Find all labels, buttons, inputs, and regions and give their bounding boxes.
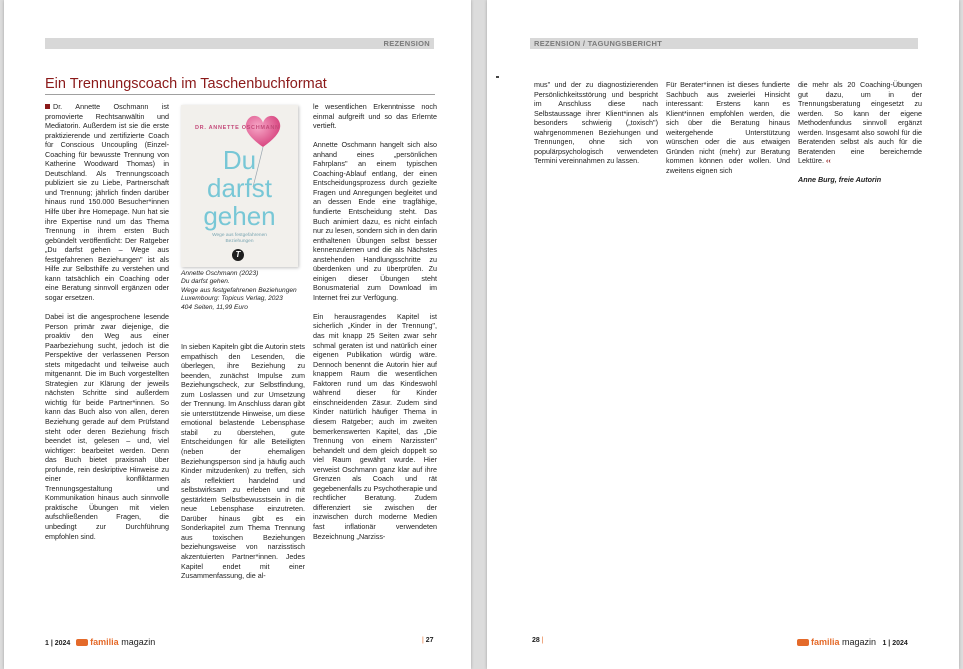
caption-line: 404 Seiten, 11,99 Euro	[181, 303, 248, 311]
cover-title-line: Du	[222, 145, 257, 175]
publisher-logo-icon: T	[232, 249, 244, 261]
paragraph: Annette Oschmann hangelt sich also anhand eines „persönlichen Fahrplans" an einem typischen Coaching-Ablauf entlang, der einen Entscheidungsprozess durch gezielte Fragen und Anregungen begleitet und an dessen Ende eine tragfähige, fundierte Entscheidung steht. Das Buch animiert dazu, es nicht einfach nur zu lesen, sondern sich in den darin enthaltenen Übungen selbst besser kennenzulernen und die als Nächstes anstehenden Handlungsschritte zu überdenken und zu überprüfen. Zu einigen dieser Übungen steht Bonusmaterial zum Download im Internet frei zur Verfügung.	[313, 140, 437, 302]
page-number-left: | 27	[422, 637, 434, 644]
cover-subtitle: Wege aus festgefahrenen	[212, 233, 267, 238]
caption-line: Wege aus festgefahrenen Beziehungen	[181, 286, 297, 294]
magazine-brand: familia magazin	[797, 637, 879, 647]
page-footer-right	[797, 637, 908, 647]
issue-number: 1 | 2024	[882, 640, 908, 647]
text-column-2	[181, 342, 305, 617]
text-column-3	[798, 80, 922, 200]
left-page	[4, 0, 471, 669]
section-header: REZENSION / TAGUNGSBERICHT	[530, 38, 918, 49]
magazine-logo-icon	[76, 639, 88, 646]
magazine-logo-icon	[797, 639, 809, 646]
page-dot	[496, 76, 499, 78]
cover-title-line: gehen	[203, 201, 276, 231]
right-page	[487, 0, 959, 669]
text-column-1	[534, 80, 658, 200]
book-caption	[181, 270, 311, 312]
paragraph: die mehr als 20 Coaching-Übungen gut dazu, um in der Trennungsberatung eingesetzt zu werden. So kann der eigene Methodenfundus sinnvoll ergänzt werden. Insgesamt also sowohl für die Beratenden selbst als auch für die Beratenden eine bereichernde Lektüre. ‹‹	[798, 80, 922, 166]
magazine-brand: familia magazin	[76, 637, 155, 647]
paragraph: mus" und der zu diagnostizierenden Persönlichkeitsstörung und bespricht im Anschluss diese nach Selbstaussage ihrer Klient*innen als besonders schwierig („toxisch") wahrgenommenen Beziehungen und Trennungen, ohne sich von populärpsychologisch verwendeten Termini vereinnahmen zu lassen.	[534, 80, 658, 166]
title-divider	[45, 94, 435, 95]
text-column-1	[45, 102, 169, 617]
paragraph: Dr. Annette Oschmann ist promovierte Rechtsanwältin und Mediatorin. Außerdem ist sie die erste praktizierende und zertifizierte Coach für Conscious Uncoupling (Einzel-Coaching für bewusste Trennung von Katherine Woodward Thomas) in Deutschland. Als Trennungscoach publiziert sie zu Liebe, Partnerschaft und Trennung; jährlich finden darüber hinaus rund 150.000 Besucher*innen Hilfe über ihre Homepage. Nun hat sie ihre Expertise rund um das Thema Trennung in ihrem ersten Buch gebündelt veröffentlicht: Der Ratgeber „Du darfst gehen – Wege aus festgefahrenen Beziehungen" ist als Hilfe zur Selbsthilfe zu verstehen und kann tatsächlich ein Coaching oder eine Beratung sinnvoll ergänzen oder sogar ersetzen.	[45, 102, 169, 302]
caption-line: Annette Oschmann (2023)	[181, 270, 259, 277]
paragraph: Für Berater*innen ist dieses fundierte Sachbuch aus zweierlei Hinsicht interessant: Erstens kann es Klient*innen empfohlen werden, die sich über die Beratung hinaus weitergehende Unterstützung wünschen oder die aus etwaigen Gründen nicht (mehr) zur Beratung kommen können oder wollen. Und zweitens eignen sich	[666, 80, 790, 175]
paragraph: Dabei ist die angesprochene lesende Person primär zwar diejenige, die proaktiv den Weg aus einer Paarbeziehung sucht, jedoch ist die Perspektive der verlassenen Person stets mitgedacht und teilweise auch mitgenannt. Die im Buch vorgestellten Strategien zur Klärung der jeweils nächsten Schritte sind außerdem wichtig für beide Partner*innen. So kann das Buch also von allen, deren Beziehung gerade auf dem Prüfstand steht oder deren Beziehung frisch beendet ist, gelesen – und, viel wichtiger: bearbeitet werden. Denn das Buch bietet praxisnah über profunde, rein deskriptive Hinweise zu einer konfliktarmen Trennungsgestaltung und Kommunikation hinaus auch sinnvolle praktische Übungen mit vielen aufschließenden Fragen, die unbedingt zur Durchführung empfohlen sind.	[45, 311, 169, 541]
paragraph: le wesentlichen Erkenntnisse noch einmal aufgreift und so das Erlernte vertieft.	[313, 102, 437, 131]
cover-author: DR. ANNETTE OSCHMANN	[195, 125, 280, 131]
author-signature: Anne Burg, freie Autorin	[798, 175, 882, 185]
square-marker-icon	[45, 104, 50, 109]
article-title: Ein Trennungscoach im Taschenbuchformat	[45, 76, 327, 92]
end-mark-icon: ‹‹	[825, 156, 831, 166]
caption-line: Du darfst gehen.	[181, 278, 230, 286]
page-footer-left	[45, 637, 155, 647]
book-cover-image	[181, 105, 298, 267]
text-column-2	[666, 80, 790, 200]
paragraph: In sieben Kapiteln gibt die Autorin stets empathisch den Lesenden, die überlegen, ihre Beziehung zu beenden, zunächst Impulse zum Beziehungscheck, zur Selbstfindung, zum Loslassen und zur Umsetzung der Trennung. Im Anschluss daran gibt sie unterstützende Hinweise, um diese emotional belastende Lebensphase stabil zu überstehen, gute Entscheidungen für alle Beteiligten (neben der ehemaligen Beziehungsperson sind ja häufig auch Kinder mitzudenken) zu treffen, sich als reflektiert handelnd und selbstwirksam zu erleben und mit gestärktem Selbstbewusstsein in die neue Lebensphase einzutreten. Darüber hinaus gibt es ein Sonderkapitel zum Thema Trennung aus toxischen Beziehungen beziehungsweise von narzisstisch akzentuierten Partner*innen. Jedes Kapitel endet mit einer Zusammenfassung, die al-	[181, 342, 305, 581]
section-header: REZENSION	[45, 38, 434, 49]
paragraph: Ein herausragendes Kapitel ist sicherlich „Kinder in der Trennung", das mit knapp 25 Seiten zwar sehr schmal geraten ist und natürlich einer eigenen Publikation würdig wäre. Dennoch benennt die Autorin hier auf knappem Raum die wesentlichen Faktoren rund um das Kindeswohl während dieser für Kinder einschneidenden Zäsur. Zudem sind Kinder natürlich häufiger Thema in diesem Ratgeber; auch im zweiten bemerkenswerten Kapitel, das „Die Trennung von einem Narzissten" behandelt und dem gleich doppelt so viel Raum gewährt wurde. Hier verweist Oschmann ganz klar auf ihre Grenzen als Coach und rät gegebenenfalls zu Psychotherapie und rechtlicher Beratung. Zudem differenziert sie zwischen der inzwischen durch moderne Medien fast inflationär verwendeten Bezeichnung „Narziss-	[313, 311, 437, 541]
cover-title-line: darfst	[206, 173, 273, 203]
cover-subtitle: Beziehungen	[225, 239, 254, 244]
issue-number: 1 | 2024	[45, 640, 71, 647]
page-number-right: 28 |	[532, 637, 544, 644]
text-column-3	[313, 102, 437, 617]
caption-line: Luxembourg: Topicus Verlag, 2023	[181, 295, 283, 303]
